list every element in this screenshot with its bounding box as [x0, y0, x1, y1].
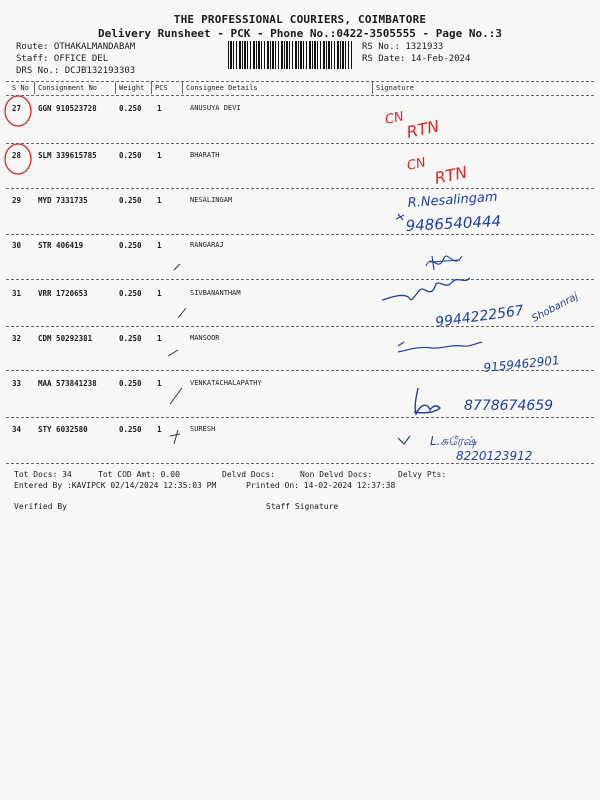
row-weight: 0.250	[119, 196, 142, 205]
rtn-mark: RTN	[404, 116, 441, 142]
rtn-mark: RTN	[432, 162, 469, 188]
row-sno: 31	[12, 289, 22, 298]
rs-date: RS Date: 14-Feb-2024	[362, 54, 471, 64]
col-divider	[182, 82, 183, 94]
route-label: Route: OTHAKALMANDABAM	[16, 42, 136, 52]
row-consignee: RANGARAJ	[190, 241, 224, 249]
row-weight: 0.250	[119, 379, 142, 388]
row-consignee: MANSOOR	[190, 334, 220, 342]
handwritten-phone: 9159462901	[482, 353, 561, 375]
signature-scribble	[382, 278, 470, 300]
row-divider	[6, 234, 594, 235]
row-divider	[6, 188, 594, 189]
row-divider	[6, 326, 594, 327]
col-divider	[115, 82, 116, 94]
row-consignment: VRR 1720653	[38, 289, 88, 298]
row-pcs: 1	[157, 241, 162, 250]
col-header-signature: Signature	[376, 84, 414, 92]
row-sno: 33	[12, 379, 22, 388]
row-consignment: SLM 339615785	[38, 151, 97, 160]
col-header-sno: S No	[12, 84, 29, 92]
delivery-points: Delvy Pts:	[398, 470, 447, 479]
row-sno: 28	[12, 151, 22, 160]
row-sno: 29	[12, 196, 22, 205]
row-weight: 0.250	[119, 151, 142, 160]
row-weight: 0.250	[119, 289, 142, 298]
printed-on: Printed On: 14-02-2024 12:37:38	[246, 481, 396, 490]
col-header-consignment: Consignment No	[38, 84, 98, 92]
total-cod-amount: Tot COD Amt: 0.00	[98, 470, 180, 479]
row-consignment: MYD 7331735	[38, 196, 88, 205]
handwritten-phone: 8778674659	[464, 398, 554, 414]
drs-label: DRS No.: DCJB132193303	[16, 66, 136, 76]
row-pcs: 1	[157, 425, 162, 434]
row-consignee: NESALINGAM	[190, 196, 233, 204]
row-pcs: 1	[157, 289, 162, 298]
handwritten-phone: 9944222567	[434, 302, 525, 331]
row-divider	[6, 279, 594, 280]
row-consignment: CDM 50292381	[38, 334, 93, 343]
handwritten-phone: 8220123912	[456, 449, 533, 463]
row-weight: 0.250	[119, 104, 142, 113]
handwritten-name: L.சுரேஷ்	[430, 434, 477, 448]
handwritten-name: R.Nesalingam	[407, 189, 499, 211]
handwritten-phone: 9486540444	[405, 212, 502, 235]
col-header-weight: Weight	[119, 84, 145, 92]
row-consignment: STY 6032580	[38, 425, 88, 434]
row-consignment: MAA 573841238	[38, 379, 97, 388]
row-pcs: 1	[157, 196, 162, 205]
row-pcs: 1	[157, 104, 162, 113]
row-sno: 27	[12, 104, 22, 113]
row-divider	[6, 143, 594, 144]
row-pcs: 1	[157, 334, 162, 343]
row-pcs: 1	[157, 379, 162, 388]
runsheet-title: Delivery Runsheet - PCK - Phone No.:0422-3505555 - Page No.:3	[98, 27, 502, 40]
row-consignee: ANUSUYA DEVI	[190, 104, 241, 112]
row-consignee: SURESH	[190, 425, 216, 433]
tick-mark	[398, 436, 410, 444]
signature-scribble	[414, 388, 440, 414]
col-header-consignee: Consignee Details	[186, 84, 258, 92]
rs-number: RS No.: 1321933	[362, 42, 444, 52]
staff-signature-label: Staff Signature	[266, 502, 339, 511]
entered-by: Entered By :KAVIPCK 02/14/2024 12:35:03 PM	[14, 481, 217, 490]
pen-tick	[170, 388, 182, 404]
signature-scribble	[426, 256, 462, 270]
pen-tick	[170, 430, 180, 444]
col-header-pcs: PCS	[155, 84, 168, 92]
row-consignment: GGN 910523728	[38, 104, 97, 113]
row-divider	[6, 463, 594, 464]
col-divider	[151, 82, 152, 94]
row-sno: 32	[12, 334, 22, 343]
company-title: THE PROFESSIONAL COURIERS, COIMBATORE	[173, 13, 427, 26]
non-delivered-docs: Non Delvd Docs:	[300, 470, 373, 479]
barcode-image	[228, 41, 352, 69]
row-divider	[6, 370, 594, 371]
row-consignee: SIVBANANTHAM	[190, 289, 241, 297]
handwritten-name: Shobanraj	[530, 291, 581, 325]
header-divider-bottom	[6, 95, 594, 96]
row-consignment: STR 406419	[38, 241, 84, 250]
header-divider-top	[6, 81, 594, 82]
pen-tick	[168, 350, 178, 356]
cn-mark: CN	[383, 109, 406, 128]
row-weight: 0.250	[119, 241, 142, 250]
col-divider	[34, 82, 35, 94]
delivered-docs: Delvd Docs:	[222, 470, 275, 479]
pen-tick	[174, 264, 180, 270]
row-weight: 0.250	[119, 334, 142, 343]
row-sno: 30	[12, 241, 22, 250]
row-divider	[6, 417, 594, 418]
row-consignee: VENKATACHALAPATHY	[190, 379, 262, 387]
staff-label: Staff: OFFICE DEL	[16, 54, 109, 64]
tick-mark	[396, 214, 404, 220]
row-pcs: 1	[157, 151, 162, 160]
cn-mark: CN	[405, 155, 428, 174]
col-divider	[372, 82, 373, 94]
verified-by-label: Verified By	[14, 502, 67, 511]
total-docs: Tot Docs: 34	[14, 470, 72, 479]
pen-tick	[178, 308, 186, 318]
row-weight: 0.250	[119, 425, 142, 434]
row-sno: 34	[12, 425, 22, 434]
row-consignee: BHARATH	[190, 151, 220, 159]
signature-scribble	[398, 342, 482, 352]
